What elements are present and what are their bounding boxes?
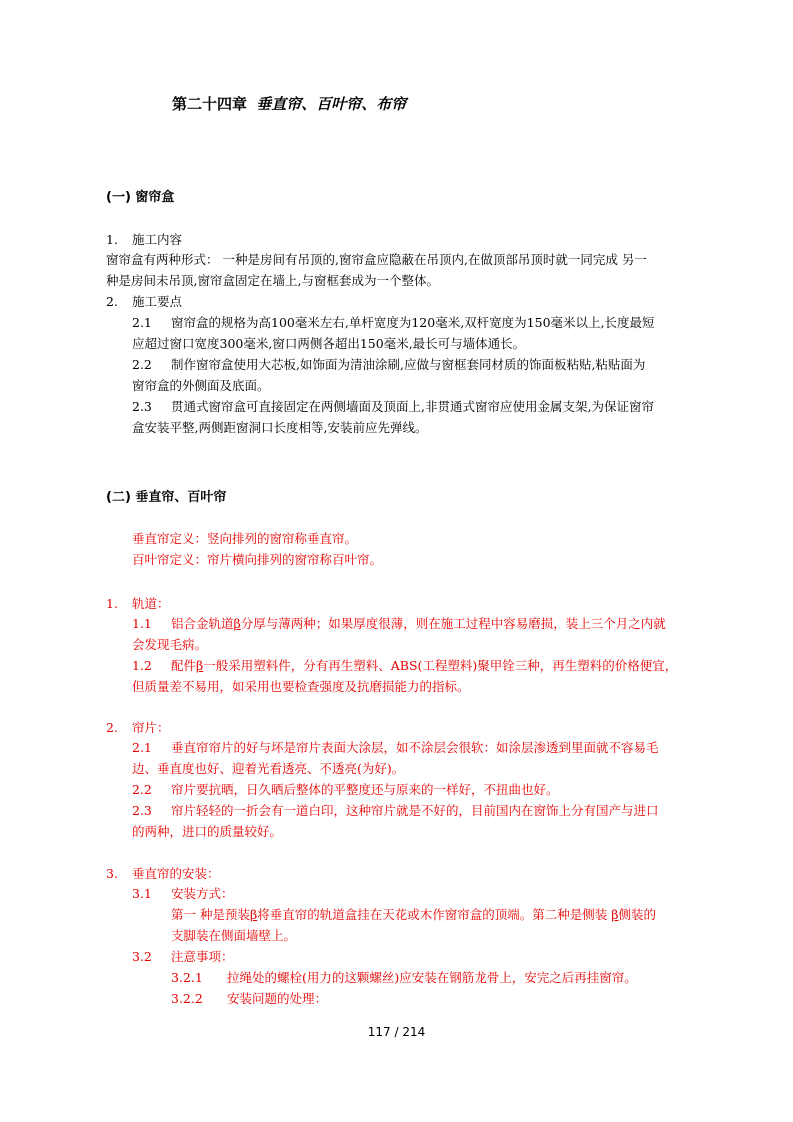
s3-label: 垂直帘的安装： — [132, 866, 220, 881]
s31-mid: 将垂直帘的轨道盒挂在天花或木作窗帘盒的顶端。第二种是侧装 — [257, 907, 612, 922]
item2-label: 施工要点 — [132, 294, 183, 309]
section1-heading: (一) 窗帘盒 — [106, 190, 175, 205]
s23-number: 2.3 — [132, 803, 152, 818]
s11-rest: 分厚与薄两种；如果厚度很薄，则在施工过程中容易磨损，装上三个月之内就 — [240, 616, 666, 631]
s11-mark: β — [233, 616, 241, 631]
s22-line1: 帘片要抗晒，日久晒后整体的平整度还与原来的一样好，不扭曲也好。 — [171, 782, 559, 797]
s31-text-line2: 支脚装在侧面墙壁上。 — [171, 928, 297, 943]
s12-number: 1.2 — [132, 658, 152, 673]
s12-line1 — [171, 656, 677, 676]
s32-label: 注意事项： — [171, 949, 234, 964]
s21-line1: 垂直帘帘片的好与坏是帘片表面大涂层，如不涂层会很软：如涂层渗透到里面就不容易毛 — [171, 740, 659, 755]
s21-number: 2.1 — [132, 740, 152, 755]
s1-label: 轨道： — [132, 596, 170, 611]
item1-number: 1. — [106, 232, 118, 247]
para1-line1: 窗帘盒有两种形式： 一种是房间有吊顶的,窗帘盒应隐蔽在吊顶内,在做顶部吊顶时就一同完成 另一 — [106, 252, 647, 267]
s31-pre: 第一 种是预装 — [171, 907, 250, 922]
p23-line1: 贯通式窗帘盒可直接固定在两侧墙面及顶面上,非贯通式窗帘应使用金属支架,为保证窗帘 — [171, 399, 654, 414]
s11-number: 1.1 — [132, 616, 152, 631]
s11-line2: 会发现毛病。 — [132, 637, 208, 652]
section2-heading: (二) 垂直帘、百叶帘 — [106, 490, 227, 505]
p22-line1: 制作窗帘盒使用大芯板,如饰面为清油涂刷,应做与窗框套同材质的饰面板粘贴,粘贴面为 — [171, 357, 646, 372]
s321-text: 拉绳处的螺栓(用力的这颗螺丝)应安装在钢筋龙骨上，安完之后再挂窗帘。 — [227, 970, 637, 985]
definition-vertical-blind: 垂直帘定义：竖向排列的窗帘称垂直帘。 — [132, 531, 358, 546]
chapter-title — [172, 93, 406, 114]
p21-number: 2.1 — [132, 315, 152, 330]
chapter-name: 垂直帘、百叶帘、布帘 — [256, 95, 407, 113]
s2-number: 2. — [106, 720, 118, 735]
s11-pre: 铝合金轨道 — [171, 616, 234, 631]
s12-line2: 但质量差不易用，如采用也要检查强度及抗磨损能力的指标。 — [132, 679, 470, 694]
s31-number: 3.1 — [132, 886, 152, 901]
s23-line1: 帘片轻轻的一折会有一道白印，这种帘片就是不好的，目前国内在窗饰上分有国产与进口 — [171, 803, 659, 818]
s321-number: 3.2.1 — [171, 970, 203, 985]
item2-number: 2. — [106, 294, 118, 309]
chapter-number: 第二十四章 — [172, 95, 248, 113]
p23-number: 2.3 — [132, 399, 152, 414]
s1-number: 1. — [106, 596, 118, 611]
p22-line2: 窗帘盒的外侧面及底面。 — [132, 378, 270, 393]
s32-number: 3.2 — [132, 949, 152, 964]
p21-line2: 应超过窗口宽度300毫米,窗口两侧各超出150毫米,最长可与墙体通长。 — [132, 336, 526, 351]
s3-number: 3. — [106, 866, 118, 881]
s31-text-line1 — [171, 905, 656, 925]
s12-pre: 配件 — [171, 658, 197, 673]
p22-number: 2.2 — [132, 357, 152, 372]
definition-venetian-blind: 百叶帘定义：帘片横向排列的窗帘称百叶帘。 — [132, 552, 383, 567]
s22-number: 2.2 — [132, 782, 152, 797]
s12-mark: β — [196, 658, 204, 673]
s31-rest: 侧装的 — [618, 907, 656, 922]
s11-line1 — [171, 614, 666, 634]
p21-line1: 窗帘盒的规格为高100毫米左右,单杆宽度为120毫米,双杆宽度为150毫米以上,长度最短 — [171, 315, 655, 330]
s21-line2: 边、垂直度也好、迎着光看透亮、不透亮(为好)。 — [132, 761, 405, 776]
page-number: 117 / 214 — [367, 1025, 426, 1039]
s31-mark2: β — [611, 907, 619, 922]
s322-text: 安装问题的处理： — [227, 991, 328, 1006]
p23-line2: 盒安装平整,两侧距窗洞口长度相等,安装前应先弹线。 — [132, 420, 428, 435]
s322-number: 3.2.2 — [171, 991, 203, 1006]
item1-label: 施工内容 — [132, 232, 183, 247]
s12-rest: 一般采用塑料件，分有再生塑料、ABS(工程塑料)聚甲铨三种，再生塑料的价格便宜， — [203, 658, 678, 673]
para1-line2: 种是房间未吊顶,窗帘盒固定在墙上,与窗框套成为一个整体。 — [106, 273, 439, 288]
s31-label: 安装方式： — [171, 886, 234, 901]
s31-mark1: β — [249, 907, 258, 922]
s23-line2: 的两种，进口的质量较好。 — [132, 824, 283, 839]
s2-label: 帘片： — [132, 720, 170, 735]
